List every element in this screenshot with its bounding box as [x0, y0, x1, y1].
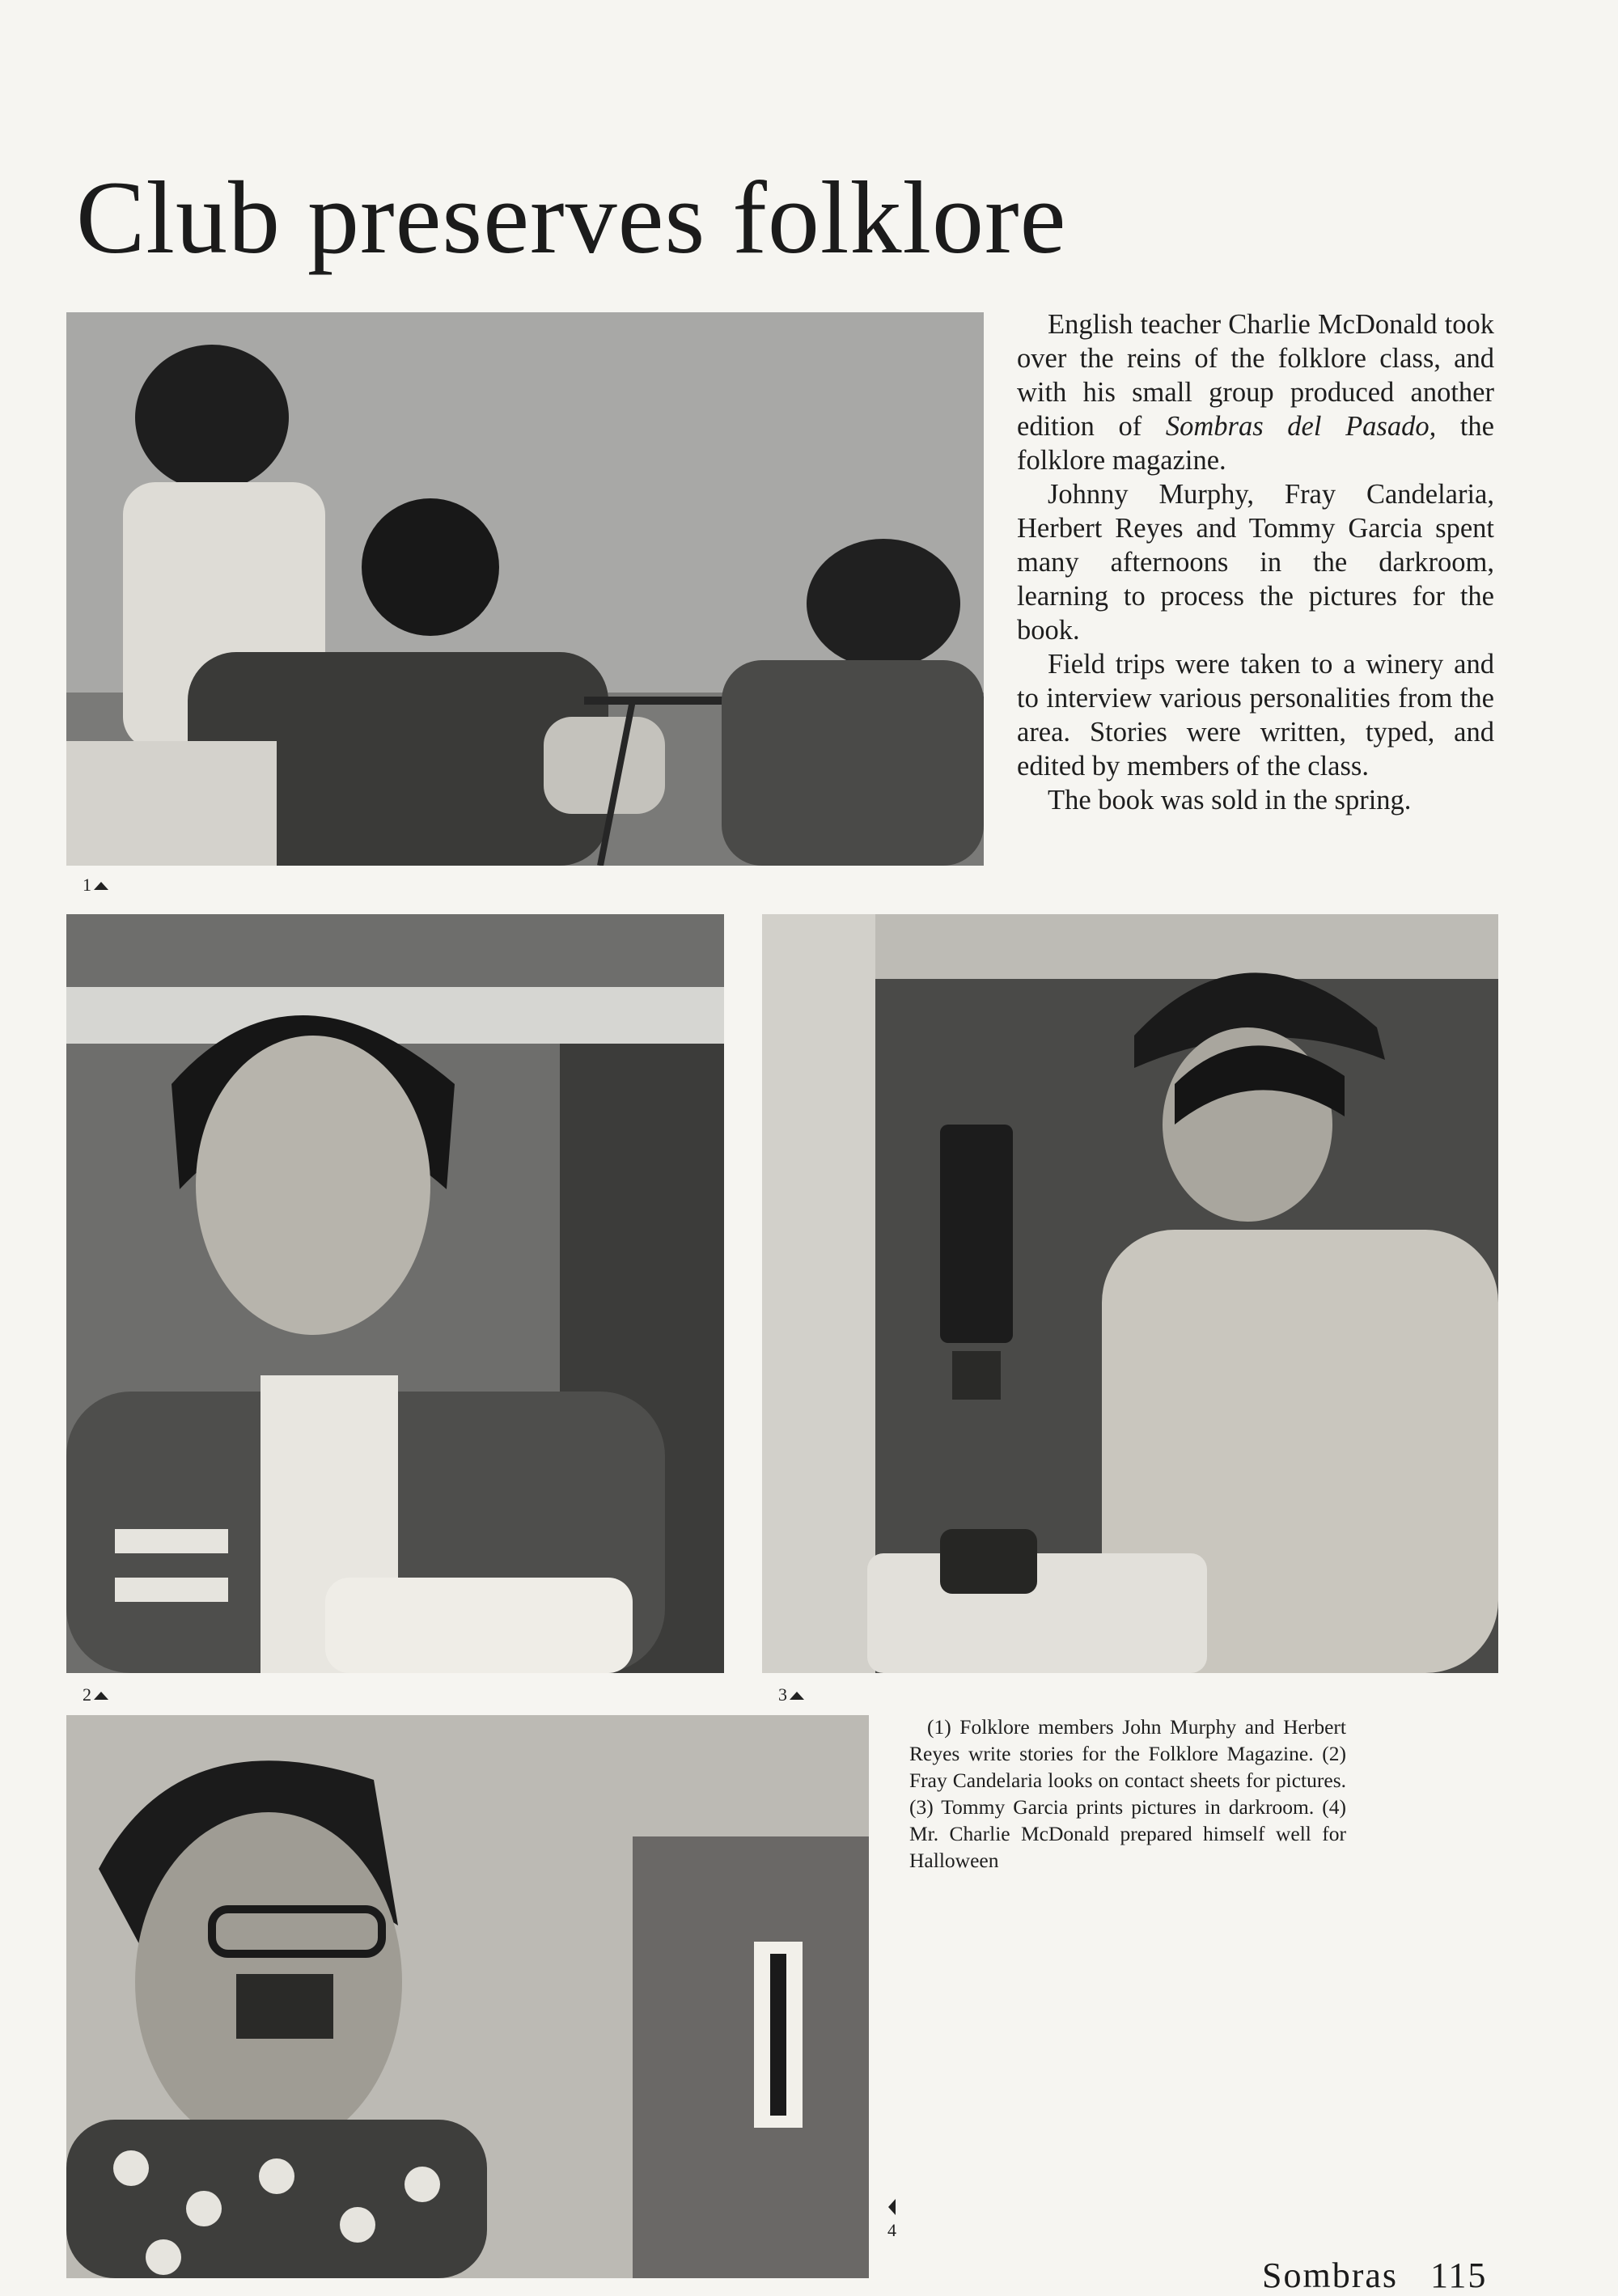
article-body [1017, 307, 1494, 817]
up-arrow-icon [94, 1692, 108, 1700]
photo-1 [66, 312, 984, 866]
article-paragraph-1: English teacher Charlie McDonald took over the reins of the folklore class, and with his small group produced another edition of Sombras del Pasado, the folklore magazine. [1017, 309, 1494, 476]
page-folio [1262, 2255, 1487, 2296]
article-paragraph-3: Field trips were taken to a winery and to interview various personalities from the area. Stories were written, typed, and edited by members of the class. [1017, 649, 1494, 782]
photo-4 [66, 1715, 869, 2278]
up-arrow-icon [94, 882, 108, 890]
page-headline: Club preserves folklore [76, 160, 1067, 275]
photo-4-number: 4 [887, 2199, 896, 2241]
publication-name: Sombras [1262, 2256, 1398, 2295]
magazine-title: Sombras del Pasado, [1165, 411, 1437, 442]
photo-2-number: 2 [83, 1686, 108, 1704]
photo-2 [66, 914, 724, 1673]
photo-1-number: 1 [83, 876, 108, 894]
photo-3 [762, 914, 1498, 1673]
photo-3-number: 3 [778, 1686, 804, 1704]
up-arrow-icon [790, 1692, 804, 1700]
article-paragraph-2: Johnny Murphy, Fray Candelaria, Herbert Reyes and Tommy Garcia spent many afternoons in the darkroom, learning to process the pictures for the book. [1017, 479, 1494, 646]
photo-caption: (1) Folklore members John Murphy and Herbert Reyes write stories for the Folklore Magazine. (2) Fray Candelaria looks on contact sheets for pictures. (3) Tommy Garcia prints pictures in darkroom. (4) Mr. Charlie McDonald prepared himself well for Halloween [909, 1715, 1346, 1872]
article-paragraph-4: The book was sold in the spring. [1048, 785, 1412, 815]
left-arrow-icon [888, 2199, 896, 2215]
page-number: 115 [1430, 2256, 1488, 2295]
